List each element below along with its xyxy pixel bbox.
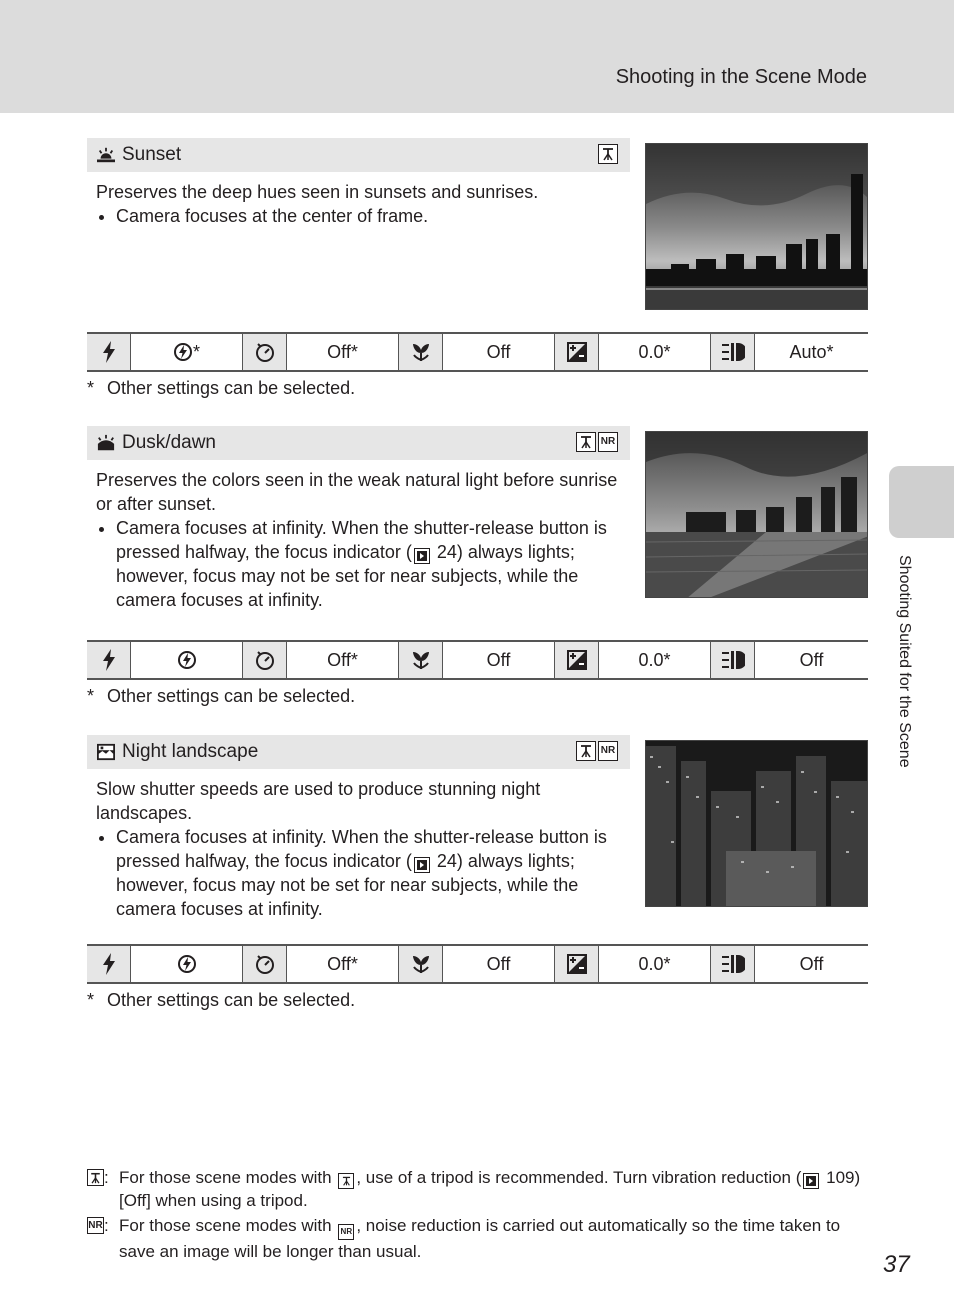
flash-off-icon [177, 650, 197, 670]
sunset-icon [97, 146, 115, 164]
macro-value: Off [443, 946, 555, 982]
description-text: Preserves the deep hues seen in sunsets and sunrises. [96, 182, 539, 202]
mode-title: Night landscape [122, 741, 259, 762]
notes [87, 1166, 877, 1265]
self-timer-icon [243, 642, 287, 678]
night-landscape-photo [645, 740, 868, 907]
footnote: * Other settings can be selected. [87, 378, 356, 398]
self-timer-value: Off* [287, 334, 399, 370]
mode-title: Sunset [122, 144, 182, 165]
tripod-note-text: For those scene modes with , use of a tripod is recommended. Turn vibration reduction ( 109) [Off] when using a tripod. [119, 1168, 861, 1210]
tripod-icon [338, 1173, 354, 1189]
macro-value: Off [443, 642, 555, 678]
reference-icon [803, 1173, 819, 1189]
bullet-item: • Camera focuses at infinity. When the shutter-release button is pressed halfway, the focus indicator ( 24) always lights; however, focus may not be set for near subjects, while the camera focuses at infinity. [116, 516, 626, 612]
color-value: Off [799, 953, 824, 974]
flash-value [131, 334, 243, 370]
night-landscape-icon [97, 743, 115, 761]
macro-icon [399, 642, 443, 678]
footnote: * Other settings can be selected. [87, 686, 356, 706]
flash-icon [87, 946, 131, 982]
side-tab-label: Shooting Suited for the Scene [896, 555, 913, 768]
color-options-icon [711, 334, 755, 370]
dusk-dawn-icon [97, 434, 115, 452]
section-header [87, 138, 630, 172]
exposure-icon [555, 334, 599, 370]
reference-icon [414, 857, 430, 873]
tripod-icon [598, 144, 618, 164]
flash-value [131, 946, 243, 982]
mode-title: Dusk/dawn [122, 432, 216, 453]
exposure-value: 0.0* [599, 946, 711, 982]
color-value: Auto* [789, 341, 834, 362]
reference-icon [414, 548, 430, 564]
tripod-icon [87, 1169, 104, 1186]
flash-icon [87, 642, 131, 678]
noise-reduction-icon: NR [338, 1224, 354, 1240]
section-header [87, 735, 630, 769]
section-sunset [87, 138, 868, 228]
noise-reduction-note-text: For those scene modes with NR , noise reduction is carried out automatically so the time taken to save an image will be longer than usual. [119, 1216, 841, 1261]
tripod-note: : For those scene modes with , use of a tripod is recommended. Turn vibration reduction ( 109) [Off] when using a tripod. [87, 1166, 877, 1212]
page-header-title: Shooting in the Scene Mode [615, 66, 867, 88]
section-night-landscape [87, 735, 868, 921]
settings-row [87, 944, 868, 984]
settings-row [87, 640, 868, 680]
tripod-icon [576, 741, 596, 761]
bullet-item: • Camera focuses at infinity. When the shutter-release button is pressed halfway, the focus indicator ( 24) always lights; however, focus may not be set for near subjects, while the camera focuses at infinity. [116, 825, 626, 921]
noise-reduction-icon: NR [598, 741, 618, 761]
self-timer-icon [243, 946, 287, 982]
noise-reduction-icon: NR [598, 432, 618, 452]
color-options-icon [711, 946, 755, 982]
color-value: Off [799, 649, 824, 670]
macro-value: Off [443, 334, 555, 370]
macro-icon [399, 334, 443, 370]
flash-setting: * [192, 341, 200, 362]
dusk-dawn-photo [645, 431, 868, 598]
exposure-value: 0.0* [599, 334, 711, 370]
self-timer-icon [243, 334, 287, 370]
noise-reduction-icon: NR [87, 1217, 104, 1234]
description-text: Slow shutter speeds are used to produce stunning night landscapes. [96, 779, 541, 823]
bullet-text: • Camera focuses at the center of frame. [116, 204, 626, 228]
sunset-photo [645, 143, 868, 310]
exposure-icon [555, 642, 599, 678]
exposure-icon [555, 946, 599, 982]
section-description [87, 180, 626, 228]
flash-icon [87, 334, 131, 370]
section-description [87, 468, 626, 612]
section-header [87, 426, 630, 460]
footnote: * Other settings can be selected. [87, 990, 356, 1010]
macro-icon [399, 946, 443, 982]
self-timer-value: Off* [287, 642, 399, 678]
self-timer-value: Off* [287, 946, 399, 982]
tripod-icon [576, 432, 596, 452]
page-number: 37 [883, 1251, 910, 1278]
side-tab [889, 466, 954, 538]
flash-off-icon [173, 342, 193, 362]
flash-off-icon [177, 954, 197, 974]
flash-value [131, 642, 243, 678]
section-dusk-dawn [87, 426, 868, 612]
color-options-icon [711, 642, 755, 678]
noise-reduction-note: NR : For those scene modes with NR , noise reduction is carried out automatically so the time taken to save an image will be longer than usual. [87, 1214, 877, 1263]
description-text: Preserves the colors seen in the weak natural light before sunrise or after sunset. [96, 470, 618, 514]
header-band [0, 0, 954, 113]
section-description [87, 777, 626, 921]
settings-row [87, 332, 868, 372]
exposure-value: 0.0* [599, 642, 711, 678]
